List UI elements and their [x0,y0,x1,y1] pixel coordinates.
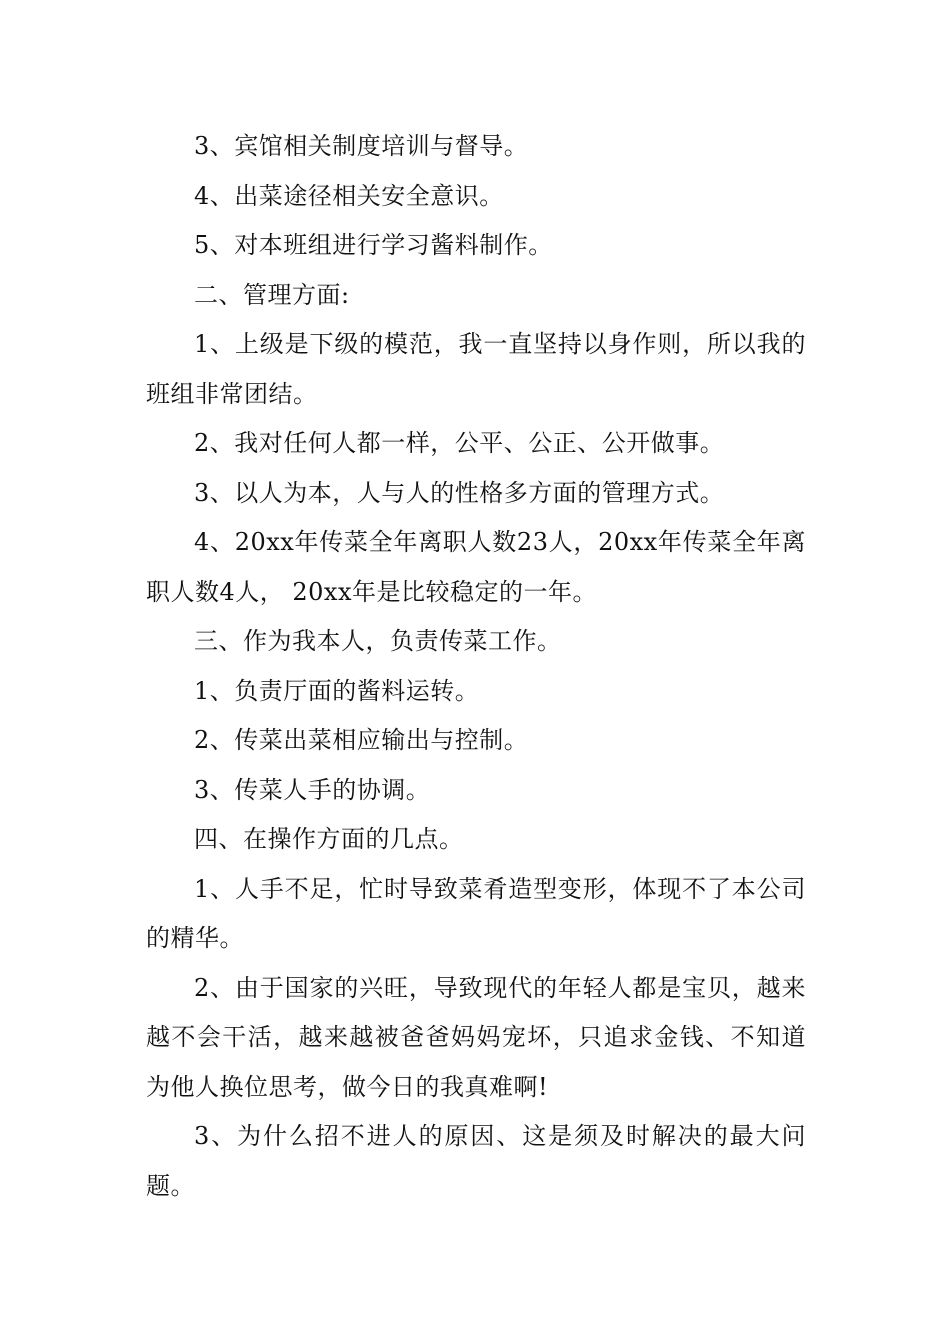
paragraph-16: 3、为什么招不进人的原因、这是须及时解决的最大问题。 [146,1122,806,1200]
paragraph-5: 1、上级是下级的模范，我一直坚持以身作则，所以我的班组非常团结。 [146,330,806,408]
paragraph-3: 5、对本班组进行学习酱料制作。 [194,231,553,259]
paragraph-8: 4、20xx年传菜全年离职人数23人，20xx年传菜全年离职人数4人， 20xx年是比较稳定的一年。 [146,528,806,606]
section-heading-management: 二、管理方面: [194,280,350,309]
paragraph-14: 1、人手不足，忙时导致菜肴造型变形，体现不了本公司的精华。 [146,874,806,952]
document-body [146,122,806,1211]
paragraph-2: 4、出菜途径相关安全意识。 [194,181,504,210]
paragraph-6: 2、我对任何人都一样，公平、公正、公开做事。 [194,429,725,457]
section-heading-personal: 三、作为我本人，负责传菜工作。 [194,627,562,655]
paragraph-10: 1、负责厅面的酱料运转。 [194,676,480,705]
paragraph-15: 2、由于国家的兴旺，导致现代的年轻人都是宝贝，越来越不会干活，越来越被爸爸妈妈宠坏，只追求金钱、不知道为他人换位思考，做今日的我真难啊! [146,973,806,1101]
paragraph-7: 3、以人为本，人与人的性格多方面的管理方式。 [194,478,725,507]
paragraph-12: 3、传菜人手的协调。 [194,775,431,804]
paragraph-1: 3、宾馆相关制度培训与督导。 [194,132,529,160]
paragraph-11: 2、传菜出菜相应输出与控制。 [194,726,529,754]
section-heading-operations: 四、在操作方面的几点。 [194,825,464,853]
